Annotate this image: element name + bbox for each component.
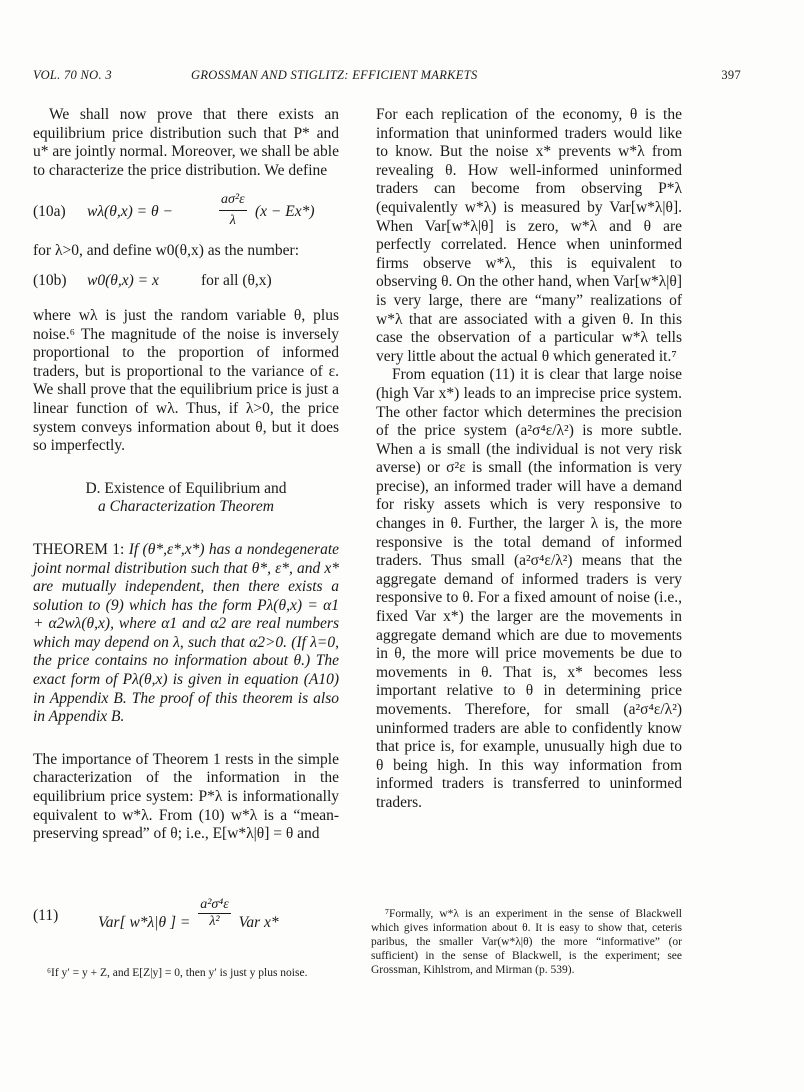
paragraph: From equation (11) it is clear that large noise (high Var x*) leads to an imprecise price system. The other factor which determines the precision of the price system (a²σ⁴ε/λ²) is more subtle. When a is small (the individual is not very risk averse) or σ²ε is small (the information is very precise), an informed trader will have a demand for risky assets which is very responsive to changes in θ. Further, the larger λ is, the more responsive is the total demand of informed traders. Thus small (a²σ⁴ε/λ²) means that the aggregate demand of informed traders is very responsive to θ. For a fixed amount of noise (i.e., fixed Var x*) the larger are the movements in aggregate demand which are due to movements in θ, the more will price movements be due to movements in θ. That is, x* becomes less important relative to θ in determining price movements. Therefore, for small (a²σ⁴ε/λ²) uninformed traders are able to confidently know that price is, for example, unusually high due to θ being high. In this way information from informed traders is transferred to uninformed traders.	[376, 366, 682, 811]
equation-number: (10b)	[33, 271, 67, 289]
footnote-text: ⁶If y′ = y + Z, and E[Z|y] = 0, then y′ is just y plus noise.	[47, 967, 308, 979]
footnote-text: ⁷Formally, w*λ is an experiment in the sense of Blackwell which gives information about θ. It is easy to show that, ceteris paribus, the smaller Var(w*λ|θ) the more “informative” (or sufficient) in the sense of Blackwell, is the experiment; see Grossman, Kihlstrom, and Mirman (p. 539).	[371, 908, 682, 976]
equation-rhs: (x − Ex*)	[255, 203, 315, 221]
equation-lhs: wλ(θ,x) = θ −	[87, 203, 173, 221]
paragraph: for λ>0, and define w0(θ,x) as the number:	[33, 242, 300, 260]
equation-number: (11)	[33, 907, 59, 924]
footnote-6	[33, 966, 339, 980]
running-header	[33, 68, 755, 86]
equation-11	[33, 897, 339, 937]
left-column	[33, 106, 339, 844]
paragraph: We shall now prove that there exists an equilibrium price distribution such that P* and u* are jointly normal. Moreover, we shall be able to characterize the price distribution. We define	[33, 106, 339, 179]
equation-body: w0(θ,x) = x	[87, 271, 159, 289]
section-heading-line	[33, 480, 339, 499]
section-heading-line	[33, 498, 339, 517]
equation-lhs: Var[ w*λ|θ ] =	[98, 914, 191, 932]
equation-condition: for all (θ,x)	[201, 271, 272, 289]
equation-10b	[33, 271, 339, 293]
footnote-7	[371, 907, 682, 977]
theorem-label: THEOREM 1:	[33, 540, 125, 558]
paragraph: For each replication of the economy, θ is the information that uninformed traders would like to know. But the noise x* prevents w*λ from revealing θ. How well-informed uninformed traders can become from observing P*λ (equivalently w*λ) is measured by Var[w*λ|θ]. When Var[w*λ|θ] is zero, w*λ and θ are perfectly correlated. Hence when uninformed firms observe w*λ, this is equivalent to observing θ. On the other hand, when Var[w*λ|θ] is very large, there are “many” realizations of w*λ that are associated with a given θ. In this case the observation of a particular w*λ tells very little about the actual θ which generated it.⁷	[376, 106, 682, 365]
paragraph: where wλ is just the random variable θ, plus noise.⁶ The magnitude of the noise is inversely proportional to the proportion of informed traders, but is proportional to the variance of ε. We shall prove that the equilibrium price is just a linear function of wλ. Thus, if λ>0, the price system conveys information about θ, but it does so imperfectly.	[33, 306, 339, 455]
fraction-numerator: a²σ⁴ε	[200, 897, 229, 912]
equation-10a	[33, 190, 339, 230]
section-title-part: a Characterization Theorem	[98, 498, 274, 516]
equation-fraction	[219, 190, 247, 231]
fraction-denominator: λ²	[209, 914, 220, 929]
equation-fraction	[198, 897, 231, 930]
equation-rhs: Var x*	[238, 914, 279, 932]
equation-number: (10a)	[33, 203, 66, 221]
theorem-1	[33, 541, 339, 727]
right-column	[376, 106, 682, 813]
section-heading	[33, 480, 339, 517]
section-title-part: D. Existence of Equilibrium and	[85, 479, 287, 497]
fraction-numerator: aσ²ε	[219, 190, 247, 211]
page-number: 397	[721, 68, 741, 82]
paragraph: The importance of Theorem 1 rests in the simple characterization of the information in the equilibrium price system: P*λ is informationally equivalent to w*λ. From (10) w*λ is a “mean-preserving spread” of θ; i.e., E[w*λ|θ] = θ and	[33, 750, 339, 843]
theorem-body: If (θ*,ε*,x*) has a nondegenerate joint normal distribution such that θ*, ε*, and x* are mutually independent, then there exists a solution to (9) which has the form Pλ(θ,x) = α1 + α2wλ(θ,x), where α1 and α2 are real numbers which may depend on λ, such that α2>0. (If λ=0, the price contains no information about θ.) The exact form of Pλ(θ,x) is given in equation (A10) in Appendix B. The proof of this theorem is also in Appendix B.	[33, 540, 339, 726]
running-title: GROSSMAN AND STIGLITZ: EFFICIENT MARKETS	[191, 68, 478, 82]
volume-label: VOL. 70 NO. 3	[33, 68, 112, 82]
fraction-denominator: λ	[229, 213, 236, 229]
equation-body	[98, 897, 279, 940]
